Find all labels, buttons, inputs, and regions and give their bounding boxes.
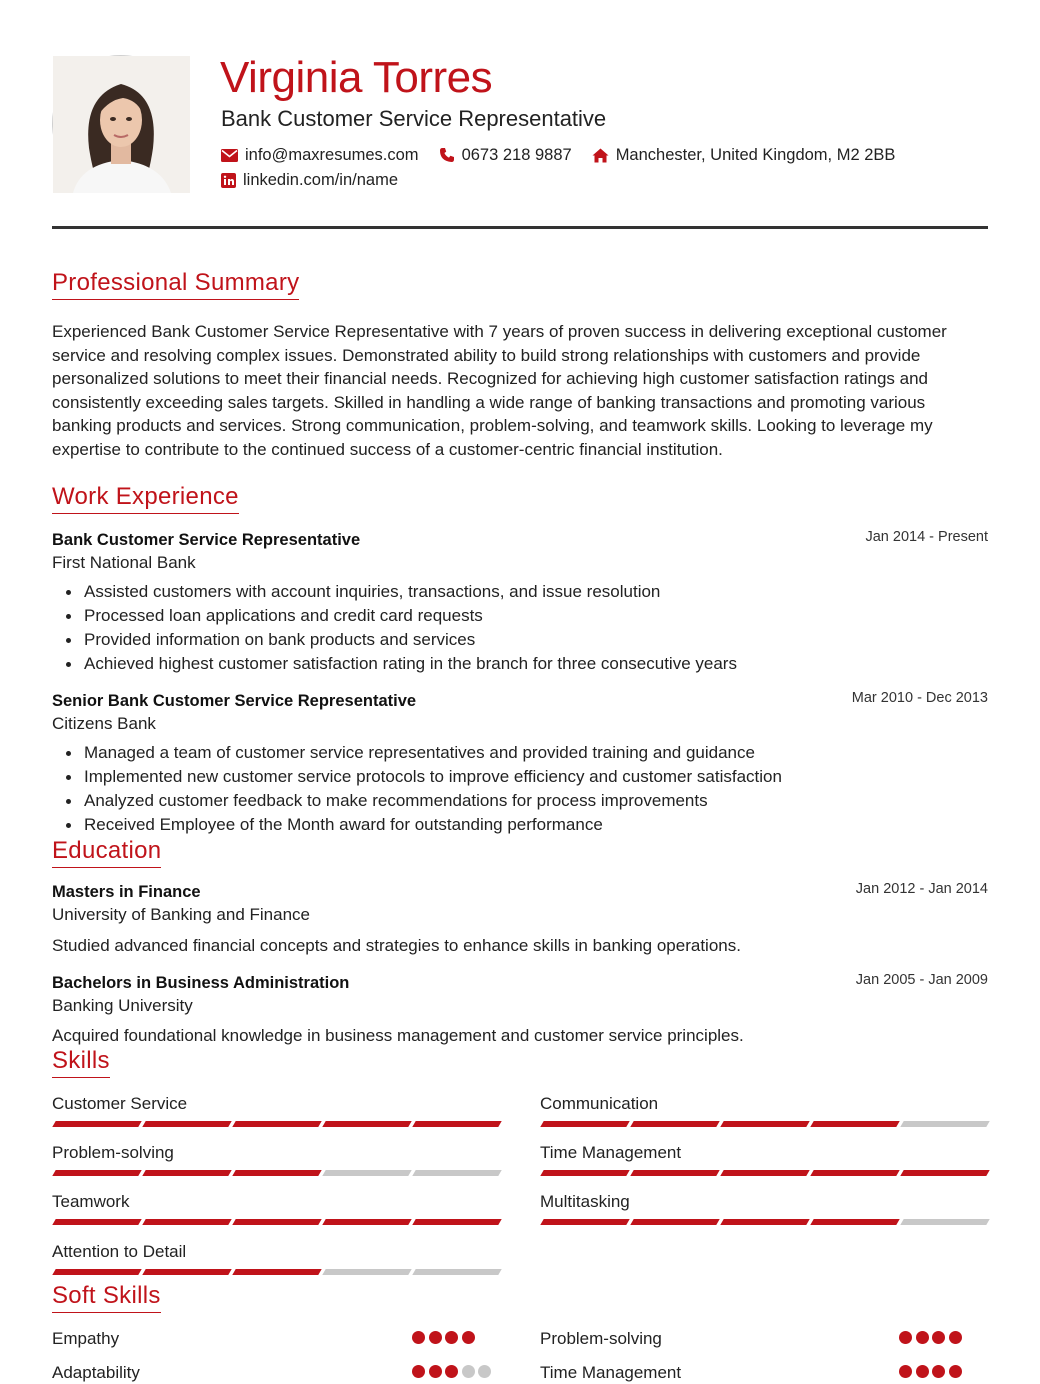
- candidate-name: Virginia Torres: [220, 53, 493, 102]
- header-divider: [52, 226, 988, 229]
- soft-skill-name: Adaptability: [52, 1363, 140, 1382]
- rating-dot: [899, 1331, 912, 1344]
- skill-name: Customer Service: [52, 1094, 188, 1113]
- skill-level-segment: [540, 1121, 629, 1127]
- skill-level-bar: [54, 1121, 504, 1127]
- skill-level-segment: [322, 1219, 411, 1225]
- list-item: Assisted customers with account inquiries, transactions, and issue resolution: [84, 580, 964, 604]
- skill-name: Attention to Detail: [52, 1242, 187, 1261]
- soft-skill-rating: [899, 1331, 965, 1344]
- skill-name: Problem-solving: [52, 1143, 174, 1162]
- profile-portrait-icon: [53, 56, 190, 193]
- skill-level-segment: [630, 1219, 719, 1225]
- list-item: Implemented new customer service protocols to improve efficiency and customer satisfaction: [84, 765, 964, 789]
- skill-level-bar: [542, 1219, 992, 1225]
- rating-dot: [412, 1365, 425, 1378]
- rating-dot: [932, 1365, 945, 1378]
- profile-photo: [52, 55, 189, 192]
- skill-level-bar: [542, 1170, 992, 1176]
- skill-level-bar: [54, 1170, 504, 1176]
- skill-level-segment: [412, 1269, 501, 1275]
- skill-level-segment: [232, 1219, 321, 1225]
- list-item: Analyzed customer feedback to make recommendations for process improvements: [84, 789, 964, 813]
- phone-icon: [439, 147, 455, 163]
- degree-title: Bachelors in Business Administration: [52, 974, 350, 992]
- degree-school: University of Banking and Finance: [52, 905, 310, 924]
- soft-skill-name: Empathy: [52, 1329, 120, 1348]
- skill-level-segment: [412, 1219, 501, 1225]
- job-dates: Jan 2014 - Present: [865, 529, 988, 545]
- skill-name: Communication: [540, 1094, 659, 1113]
- skill-level-bar: [542, 1121, 992, 1127]
- contact-email[interactable]: [221, 144, 419, 166]
- rating-dot: [949, 1331, 962, 1344]
- home-icon: [592, 148, 609, 163]
- skills-heading: Skills: [52, 1047, 110, 1078]
- skill-level-segment: [412, 1170, 501, 1176]
- skill-level-bar: [54, 1269, 504, 1275]
- experience-heading: Work Experience: [52, 483, 239, 514]
- skill-level-segment: [412, 1121, 501, 1127]
- contact-address: [592, 144, 896, 166]
- rating-dot: [412, 1331, 425, 1344]
- skill-level-segment: [52, 1219, 141, 1225]
- rating-dot: [429, 1365, 442, 1378]
- skill-level-segment: [720, 1219, 809, 1225]
- skill-level-segment: [540, 1219, 629, 1225]
- soft-skill-name: Problem-solving: [540, 1329, 662, 1348]
- contact-linkedin[interactable]: [221, 169, 398, 191]
- candidate-title: Bank Customer Service Representative: [221, 106, 607, 131]
- job-company: Citizens Bank: [52, 714, 156, 733]
- linkedin-icon: [221, 173, 236, 188]
- address-text: Manchester, United Kingdom, M2 2BB: [615, 146, 896, 164]
- skill-level-segment: [630, 1170, 719, 1176]
- list-item: Managed a team of customer service representatives and provided training and guidance: [84, 741, 964, 765]
- resume-page: [52, 0, 988, 1382]
- rating-dot: [445, 1331, 458, 1344]
- summary-heading: Professional Summary: [52, 269, 299, 300]
- rating-dot: [916, 1365, 929, 1378]
- degree-description: Acquired foundational knowledge in business management and customer service principles.: [52, 1026, 744, 1045]
- skill-level-segment: [142, 1170, 231, 1176]
- skill-level-segment: [52, 1170, 141, 1176]
- list-item: Received Employee of the Month award for outstanding performance: [84, 813, 964, 837]
- rating-dot: [916, 1331, 929, 1344]
- education-heading: Education: [52, 837, 161, 868]
- skill-level-segment: [322, 1269, 411, 1275]
- skill-name: Teamwork: [52, 1192, 130, 1211]
- skill-level-segment: [232, 1269, 321, 1275]
- skill-level-segment: [142, 1269, 231, 1275]
- degree-description: Studied advanced financial concepts and strategies to enhance skills in banking operations.: [52, 936, 741, 955]
- skill-level-segment: [810, 1121, 899, 1127]
- degree-school: Banking University: [52, 996, 193, 1015]
- skill-level-bar: [54, 1219, 504, 1225]
- soft-skill-rating: [899, 1365, 965, 1378]
- skill-level-segment: [900, 1219, 989, 1225]
- summary-text: Experienced Bank Customer Service Representative with 7 years of proven success in delivering exceptional customer service and resolving complex issues. Demonstrated ability to build strong relationships with customers and provide personalized solutions to meet their financial needs. Recognized for achieving high customer satisfaction ratings and consistently exceeding sales targets. Skilled in handling a wide range of banking transactions and promoting various banking products and services. Strong communication, problem-solving, and teamwork skills. Looking to leverage my expertise to contribute to the continued success of a customer-centric financial institution.: [52, 322, 947, 459]
- email-text: info@maxresumes.com: [245, 146, 419, 164]
- list-item: Processed loan applications and credit card requests: [84, 604, 964, 628]
- job-company: First National Bank: [52, 553, 196, 572]
- skill-level-segment: [630, 1121, 719, 1127]
- skill-level-segment: [142, 1219, 231, 1225]
- skill-level-segment: [322, 1170, 411, 1176]
- list-item: Provided information on bank products and services: [84, 628, 964, 652]
- rating-dot: [899, 1365, 912, 1378]
- soft-skill-rating: [412, 1365, 495, 1378]
- envelope-icon: [221, 149, 238, 162]
- linkedin-text: linkedin.com/in/name: [243, 171, 398, 189]
- rating-dot: [462, 1365, 475, 1378]
- skill-level-segment: [900, 1170, 989, 1176]
- rating-dot: [932, 1331, 945, 1344]
- skill-level-segment: [810, 1219, 899, 1225]
- skill-level-segment: [142, 1121, 231, 1127]
- contact-row-1: [221, 144, 915, 166]
- degree-dates: Jan 2005 - Jan 2009: [855, 972, 988, 988]
- rating-dot: [478, 1365, 491, 1378]
- job-bullets: [84, 741, 964, 837]
- skill-level-segment: [232, 1121, 321, 1127]
- rating-dot: [949, 1365, 962, 1378]
- contact-phone[interactable]: [439, 144, 572, 166]
- soft-skill-name: Time Management: [540, 1363, 682, 1382]
- degree-title: Masters in Finance: [52, 883, 201, 901]
- skill-level-segment: [322, 1121, 411, 1127]
- rating-dot: [462, 1331, 475, 1344]
- contact-row-2: [221, 169, 418, 191]
- skill-name: Multitasking: [540, 1192, 630, 1211]
- rating-dot: [445, 1365, 458, 1378]
- job-title: Senior Bank Customer Service Representative: [52, 692, 417, 710]
- job-bullets: [84, 580, 964, 676]
- skill-level-segment: [540, 1170, 629, 1176]
- skill-level-segment: [232, 1170, 321, 1176]
- skill-level-segment: [52, 1269, 141, 1275]
- rating-dot: [429, 1331, 442, 1344]
- job-title: Bank Customer Service Representative: [52, 531, 361, 549]
- list-item: Achieved highest customer satisfaction rating in the branch for three consecutive years: [84, 652, 964, 676]
- soft-skill-rating: [412, 1331, 478, 1344]
- skill-level-segment: [900, 1121, 989, 1127]
- soft-skills-heading: Soft Skills: [52, 1282, 161, 1313]
- skill-level-segment: [720, 1121, 809, 1127]
- phone-text: 0673 218 9887: [461, 146, 572, 164]
- skill-level-segment: [52, 1121, 141, 1127]
- skill-name: Time Management: [540, 1143, 682, 1162]
- skill-level-segment: [810, 1170, 899, 1176]
- job-dates: Mar 2010 - Dec 2013: [851, 690, 988, 706]
- degree-dates: Jan 2012 - Jan 2014: [855, 881, 988, 897]
- skill-level-segment: [720, 1170, 809, 1176]
